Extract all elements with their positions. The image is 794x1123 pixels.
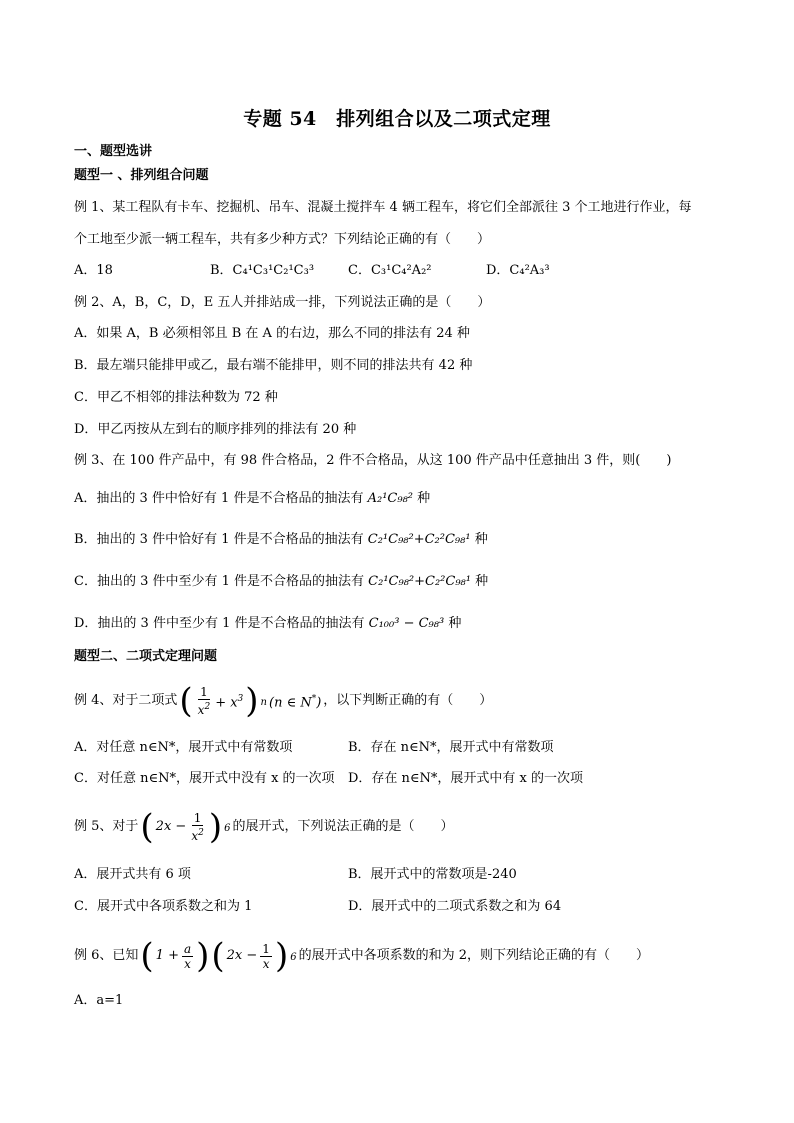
- paren-left: (: [179, 681, 193, 722]
- example-3-line-1: 例 3、在 100 件产品中，有 98 件合格品，2 件不合格品，从这 100 件产品中任意抽出 3 件，则( ): [74, 453, 672, 468]
- example-2-option-d: D．甲乙丙按从左到右的顺序排列的排法有 20 种: [74, 422, 357, 437]
- example-3-option-c: [74, 573, 488, 591]
- example-1-option-a: A．18: [74, 263, 113, 278]
- paren-right: ): [208, 807, 223, 847]
- unit-suffix: 种: [417, 491, 431, 506]
- example-4-option-c: C．对任意 n∈N*，展开式中没有 x 的一次项: [74, 771, 335, 786]
- example-text: 例 5、对于: [74, 819, 139, 834]
- type-heading-1: 题型一 、排列组合问题: [74, 168, 209, 183]
- example-4-line-1: [74, 680, 492, 722]
- example-2-line-1: 例 2、A，B，C，D，E 五人并排站成一排，下列说法正确的是（ ）: [74, 295, 491, 310]
- paren-right: ): [245, 681, 259, 722]
- option-text: B．抽出的 3 件中恰好有 1 件是不合格品的抽法有: [74, 532, 364, 547]
- example-5-line-1: [74, 806, 453, 848]
- fraction: $\frac{1}{x^2}$: [191, 811, 204, 843]
- paren-left: (: [211, 936, 225, 976]
- example-5-option-d: D．展开式中的二项式系数之和为 64: [348, 899, 562, 914]
- example-text: 的展开式，下列说法正确的是（ ）: [232, 819, 454, 834]
- example-5-option-b: B．展开式中的常数项是-240: [348, 867, 517, 882]
- option-text: D．抽出的 3 件中至少有 1 件是不合格品的抽法有: [74, 616, 365, 631]
- example-5-option-c: C．展开式中各项系数之和为 1: [74, 899, 253, 914]
- option-text: A．抽出的 3 件中恰好有 1 件是不合格品的抽法有: [74, 491, 364, 506]
- example-1-option-c: C．C₃¹C₄²A₂²: [348, 263, 432, 278]
- formula: C₂¹C₉₈²+C₂²C₉₈¹: [367, 532, 471, 547]
- term: 1 +: [155, 948, 179, 963]
- unit-suffix: 种: [448, 616, 462, 631]
- example-1-line-1: 例 1、某工程队有卡车、挖掘机、吊车、混凝土搅拌车 4 辆工程车，将它们全部派往 3 个工地进行作业，每: [74, 200, 692, 215]
- formula: C₁₀₀³ − C₉₈³: [368, 616, 445, 631]
- example-text: 的展开式中各项系数的和为 2，则下列结论正确的有（ ）: [298, 948, 649, 963]
- unit-suffix: 种: [474, 532, 488, 547]
- example-6-option-a: A．a=1: [74, 993, 124, 1008]
- example-2-option-c: C．甲乙不相邻的排法种数为 72 种: [74, 390, 278, 405]
- example-4-option-b: B．存在 n∈N*，展开式中有常数项: [348, 740, 554, 755]
- type-heading-2: 题型二、二项式定理问题: [74, 649, 218, 664]
- example-text: ，以下判断正确的有（ ）: [323, 693, 493, 709]
- paren-left: (: [140, 807, 154, 847]
- unit-suffix: 种: [475, 574, 489, 589]
- term: 2x −: [226, 948, 258, 963]
- formula: A₂¹C₉₈²: [367, 491, 414, 506]
- example-5-option-a: A．展开式共有 6 项: [74, 867, 191, 882]
- option-text: C．抽出的 3 件中至少有 1 件是不合格品的抽法有: [74, 574, 365, 589]
- exponent: 6: [224, 823, 231, 834]
- paren-right: ): [196, 936, 210, 976]
- example-3-option-d: [74, 615, 461, 633]
- example-4-option-d: D．存在 n∈N*，展开式中有 x 的一次项: [348, 771, 584, 786]
- example-2-option-a: A．如果 A，B 必须相邻且 B 在 A 的右边，那么不同的排法有 24 种: [74, 326, 470, 341]
- example-text: 例 4、对于二项式: [74, 693, 178, 709]
- example-3-option-b: [74, 531, 488, 549]
- example-1-option-d: D．C₄²A₃³: [486, 263, 550, 278]
- example-3-option-a: [74, 490, 430, 508]
- exponent: n: [260, 697, 267, 708]
- paren-right: ): [274, 936, 289, 976]
- paren-left: (: [140, 936, 154, 976]
- example-2-option-b: B．最左端只能排甲或乙，最右端不能排甲，则不同的排法共有 42 种: [74, 358, 473, 373]
- fraction: $\frac{a}{x}$: [183, 941, 192, 971]
- fraction: $\frac{1}{x}$: [262, 941, 270, 971]
- example-text: 例 6、已知: [74, 948, 139, 963]
- example-1-line-2: 个工地至少派一辆工程车，共有多少种方式？下列结论正确的有（ ）: [74, 232, 491, 247]
- term: + $x^3$: [215, 694, 244, 711]
- domain-condition: (n ∈ N*): [269, 694, 322, 711]
- page-title: 专题 54 排列组合以及二项式定理: [243, 108, 551, 130]
- example-1-option-b: B．C₄¹C₃¹C₂¹C₃³: [210, 263, 315, 278]
- section-heading: 一、题型选讲: [74, 144, 153, 159]
- example-6-line-1: [74, 935, 649, 977]
- formula: C₂¹C₉₈²+C₂²C₉₈¹: [368, 574, 471, 589]
- fraction: $\frac{1}{x^2}$: [197, 685, 211, 718]
- exponent: 6: [290, 952, 297, 963]
- term: 2x −: [155, 819, 187, 834]
- example-4-option-a: A．对任意 n∈N*，展开式中有常数项: [74, 740, 293, 755]
